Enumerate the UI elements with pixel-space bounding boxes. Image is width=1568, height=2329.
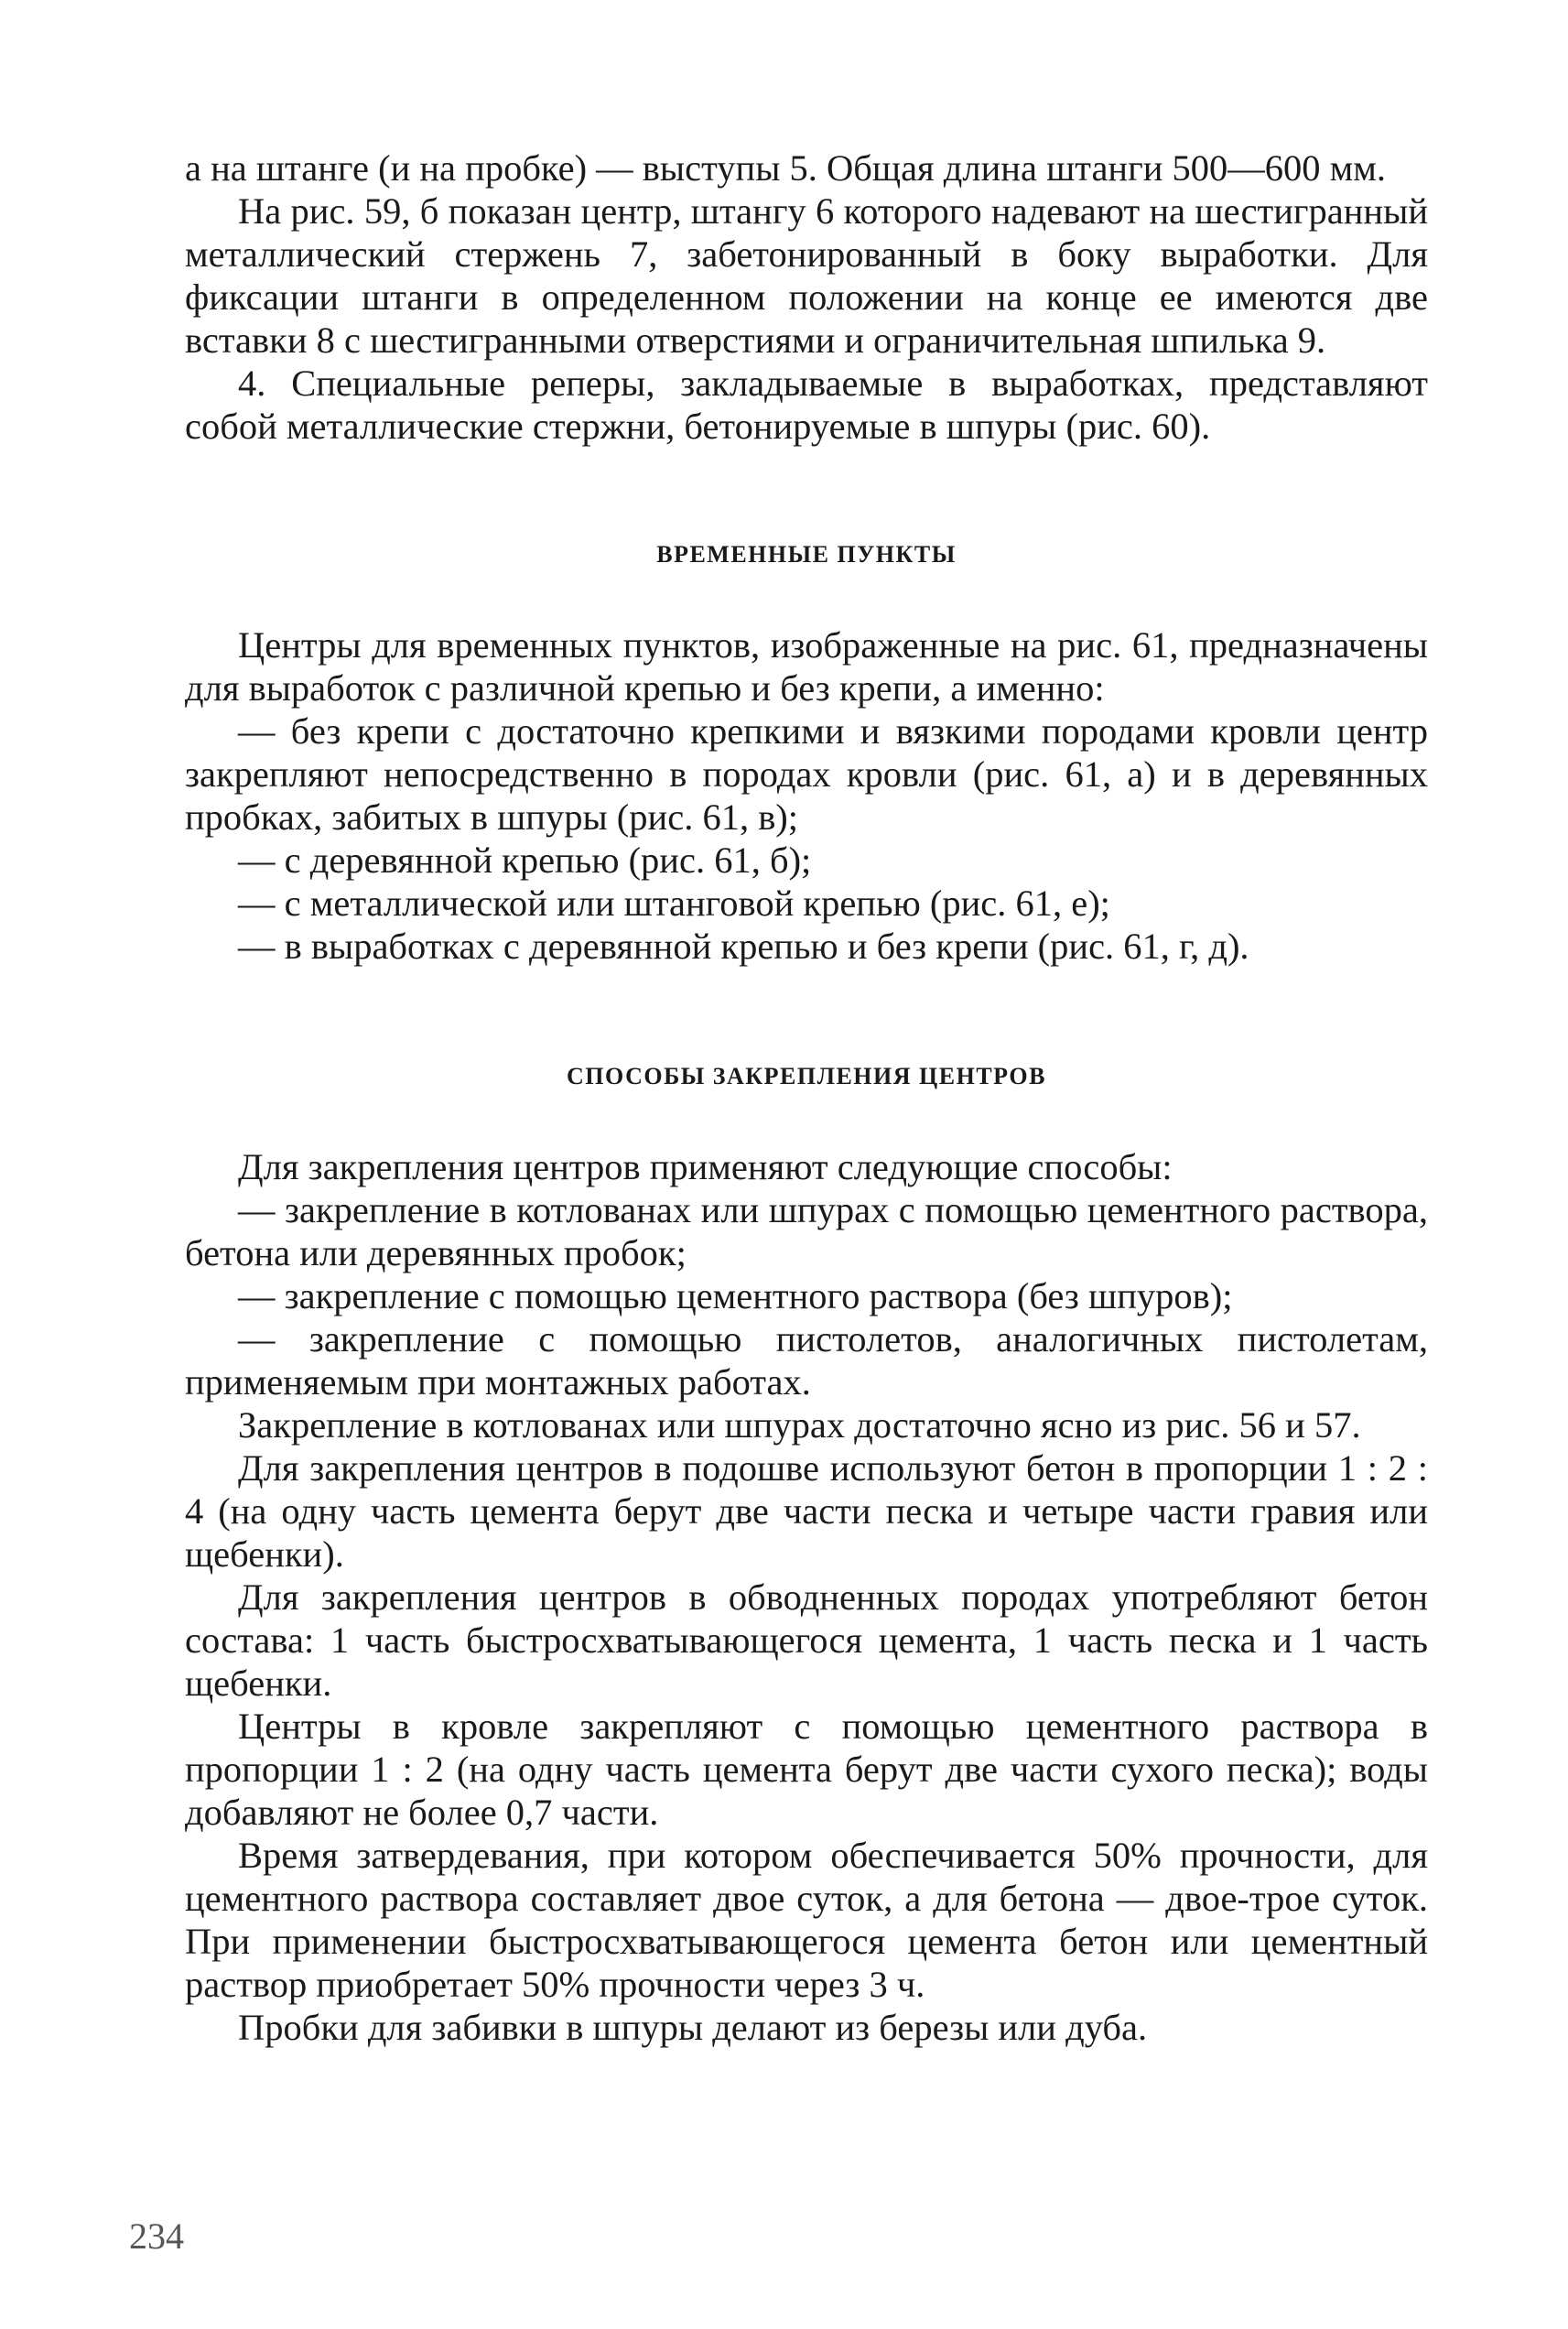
page-body — [185, 146, 1428, 2049]
paragraph: 4. Специальные реперы, закладываемые в выработках, представляют собой металлические стержни, бетонируемые в шпуры (рис. 60). — [185, 363, 1428, 447]
paragraph: Для закрепления центров в обводненных породах употребляют бетон состава: 1 часть быстросхватывающегося цемента, 1 часть песка и 1 часть щебенки. — [185, 1576, 1428, 1704]
list-item: — без крепи с достаточно крепкими и вязкими породами кровли центр закрепляют непосредственно в породах кровли (рис. 61, а) и в деревянных пробках, забитых в шпуры (рис. 61, в); — [185, 710, 1428, 838]
paragraph: На рис. 59, б показан центр, штангу 6 которого надевают на шестигранный металлический стержень 7, забетонированный в боку выработки. Для фиксации штанги в определенном положении на конце ее имеются две вставки 8 с шестигранными отверстиями и ограничительная шпилька 9. — [185, 190, 1428, 361]
list-item: — с металлической или штанговой крепью (рис. 61, е); — [238, 883, 1110, 924]
paragraph: Центры для временных пунктов, изображенные на рис. 61, предназначены для выработок с различной крепью и без крепи, а именно: — [185, 624, 1428, 709]
paragraph: Для закрепления центров в подошве используют бетон в пропорции 1 : 2 : 4 (на одну часть цемента берут две части песка и четыре части гравия или щебенки). — [185, 1447, 1428, 1575]
list-item: — закрепление в котлованах или шпурах с помощью цементного раствора, бетона или деревянных пробок; — [185, 1189, 1428, 1273]
list-item: — в выработках с деревянной крепью и без крепи (рис. 61, г, д). — [238, 926, 1249, 967]
paragraph: Закрепление в котлованах или шпурах достаточно ясно из рис. 56 и 57. — [238, 1404, 1361, 1446]
paragraph: Пробки для забивки в шпуры делают из березы или дуба. — [238, 2007, 1148, 2048]
page-number: 234 — [129, 2215, 184, 2257]
section-heading-temporary-points: ВРЕМЕННЫЕ ПУНКТЫ — [656, 541, 957, 568]
section-heading-fixing-methods: СПОСОБЫ ЗАКРЕПЛЕНИЯ ЦЕНТРОВ — [567, 1063, 1046, 1089]
paragraph: Время затвердевания, при котором обеспечивается 50% прочности, для цементного раствора составляет двое суток, а для бетона — двое-трое суток. При применении быстросхватывающегося цемента бетон или цементный раствор приобретает 50% прочности через 3 ч. — [185, 1835, 1428, 2005]
list-item: — закрепление с помощью цементного раствора (без шпуров); — [238, 1275, 1233, 1316]
list-item: — закрепление с помощью пистолетов, аналогичных пистолетам, применяемым при монтажных работах. — [185, 1318, 1428, 1403]
paragraph: Центры в кровле закрепляют с помощью цементного раствора в пропорции 1 : 2 (на одну часть цемента берут две части сухого песка); воды добавляют не более 0,7 части. — [185, 1706, 1428, 1833]
paragraph: Для закрепления центров применяют следующие способы: — [238, 1146, 1173, 1187]
list-item: — с деревянной крепью (рис. 61, б); — [238, 840, 812, 881]
paragraph: а на штанге (и на пробке) — выступы 5. Общая длина штанги 500—600 мм. — [185, 147, 1387, 189]
